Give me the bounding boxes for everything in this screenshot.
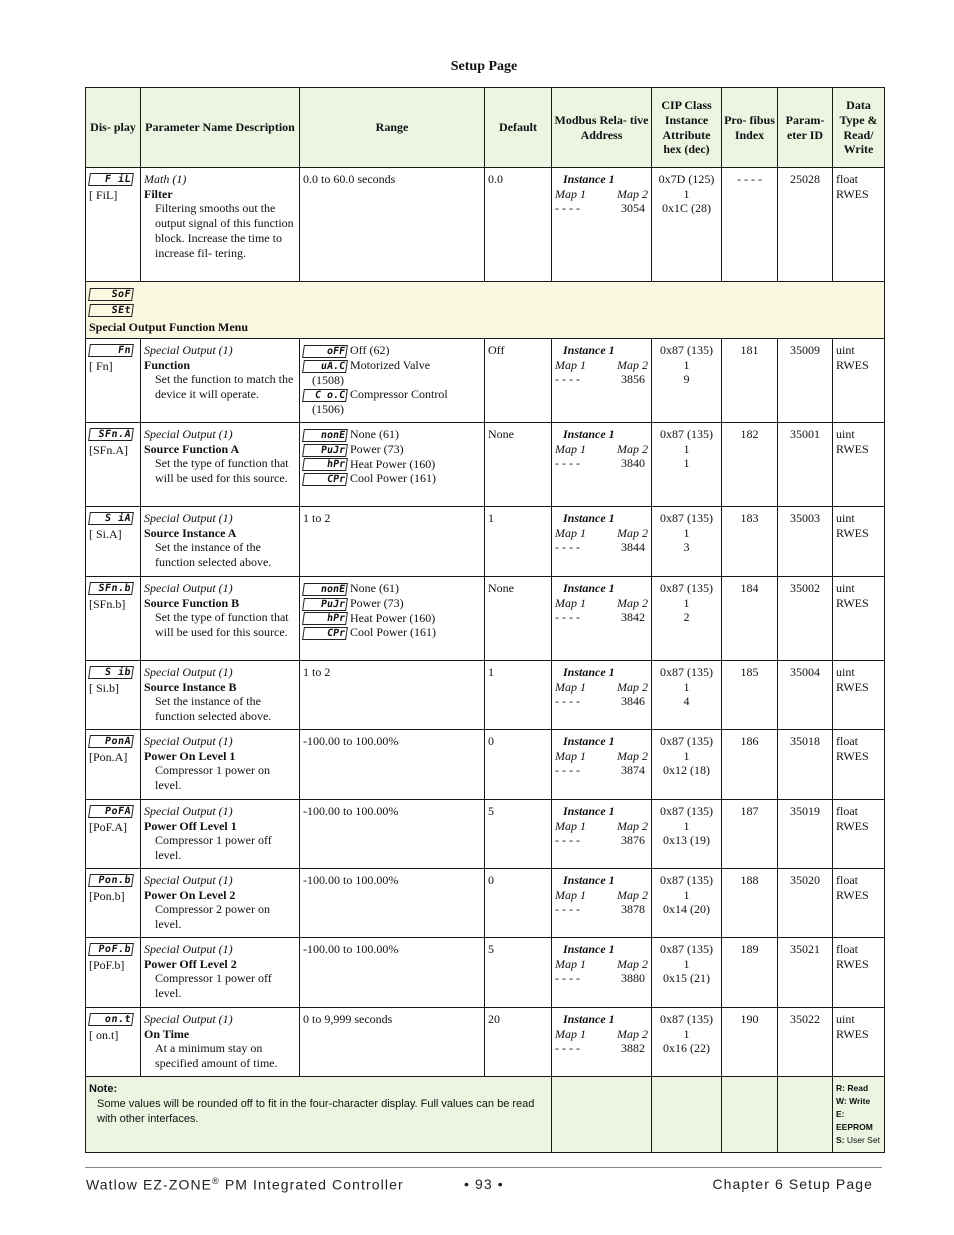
cip-instance: 1 (683, 595, 690, 610)
read-write: RWES (836, 679, 869, 694)
modbus-map1-value: - - - - (555, 902, 580, 917)
modbus-instance: Instance 1 (563, 172, 615, 186)
profibus-index: 185 (740, 665, 759, 679)
table-body (86, 168, 885, 1153)
display-label: [PoF.b] (89, 957, 125, 972)
header-param: Parameter Name Description (141, 88, 300, 168)
modbus-map2: Map 2 (617, 887, 648, 902)
option-code: PuJr (302, 598, 348, 611)
parameter-id: 35020 (790, 873, 820, 887)
range-text: -100.00 to 100.00% (303, 804, 399, 818)
param-name: Source Instance A (144, 525, 237, 540)
modbus-instance: Instance 1 (563, 427, 615, 441)
option-label-cont: (1506) (312, 401, 344, 416)
table-row (86, 423, 885, 507)
header-display: Dis- play (86, 88, 141, 168)
data-type: float (836, 942, 858, 956)
legend-w-key: W: (836, 1096, 847, 1106)
parameter-id: 25028 (790, 172, 820, 186)
default-value: Off (488, 343, 505, 357)
header-default: Default (485, 88, 552, 168)
display-code: SFn.A (88, 428, 134, 441)
note-body: Some values will be rounded off to fit in the four-character display. Full values can be read with other interfaces. (97, 1097, 535, 1125)
modbus-map1-value: - - - - (555, 763, 580, 778)
param-category: Special Output (1) (144, 804, 233, 818)
cip-instance: 1 (683, 525, 690, 540)
cip-class: 0x87 (135) (660, 427, 713, 441)
header-modbus: Modbus Rela- tive Address (552, 88, 652, 168)
data-type: uint (836, 581, 855, 595)
option-code: hPr (302, 458, 348, 471)
table-row (86, 800, 885, 869)
cip-class: 0x87 (135) (660, 804, 713, 818)
cip-instance: 1 (683, 818, 690, 833)
param-description: Set the instance of the function selected above. (155, 540, 272, 570)
modbus-map1: Map 1 (555, 887, 586, 902)
param-name: Function (144, 357, 191, 372)
cip-attribute: 0x14 (20) (663, 902, 710, 917)
default-value: 1 (488, 665, 494, 679)
default-value: 5 (488, 942, 494, 956)
cip-instance: 1 (683, 357, 690, 372)
parameter-id: 35004 (790, 665, 820, 679)
profibus-index: 189 (740, 942, 759, 956)
modbus-map1-value: - - - - (555, 971, 580, 986)
profibus-index: 186 (740, 734, 759, 748)
data-type: float (836, 172, 858, 186)
table-row (86, 168, 885, 282)
default-value: 0.0 (488, 172, 503, 186)
cip-instance: 1 (683, 1026, 690, 1041)
table-row (86, 730, 885, 800)
read-write: RWES (836, 357, 869, 372)
menu-code-1: SoF (88, 288, 134, 301)
modbus-instance: Instance 1 (563, 734, 615, 748)
modbus-map1: Map 1 (555, 1026, 586, 1041)
read-write: RWES (836, 818, 869, 833)
param-name: Source Function A (144, 441, 240, 456)
option-code: hPr (302, 612, 348, 625)
data-type: float (836, 804, 858, 818)
modbus-instance: Instance 1 (563, 804, 615, 818)
cip-class: 0x87 (135) (660, 734, 713, 748)
param-category: Special Output (1) (144, 665, 233, 679)
display-label: [ FiL] (89, 187, 118, 202)
modbus-instance: Instance 1 (563, 1012, 615, 1026)
param-name: Power Off Level 1 (144, 818, 237, 833)
option-label: Power (73) (350, 595, 404, 610)
cip-attribute: 0x13 (19) (663, 833, 710, 848)
profibus-index: 182 (740, 427, 759, 441)
default-value: 1 (488, 511, 494, 525)
option-code: CPr (302, 627, 348, 640)
parameter-id: 35018 (790, 734, 820, 748)
modbus-map1-value: - - - - (555, 610, 580, 625)
default-value: 20 (488, 1012, 500, 1026)
modbus-map1: Map 1 (555, 818, 586, 833)
modbus-map2: Map 2 (617, 818, 648, 833)
parameter-id: 35021 (790, 942, 820, 956)
cip-class: 0x87 (135) (660, 343, 713, 357)
display-label: [ on.t] (89, 1027, 119, 1042)
option-label: None (61) (350, 427, 399, 441)
default-value: 0 (488, 873, 494, 887)
header-cip: CIP Class Instance Attribute hex (dec) (652, 88, 722, 168)
page-title: Setup Page (450, 59, 518, 74)
modbus-map2: Map 2 (617, 441, 648, 456)
data-type: uint (836, 1012, 855, 1026)
display-label: [ Fn] (89, 358, 113, 373)
menu-title: Special Output Function Menu (89, 319, 249, 334)
modbus-map1-value: - - - - (555, 540, 580, 555)
modbus-instance: Instance 1 (563, 511, 615, 525)
param-category: Special Output (1) (144, 581, 233, 595)
range-text: 0.0 to 60.0 seconds (303, 172, 396, 186)
display-code: S iA (88, 512, 134, 525)
modbus-map2: Map 2 (617, 525, 648, 540)
table-row (86, 661, 885, 730)
read-write: RWES (836, 1026, 869, 1041)
display-label: [ Si.A] (89, 526, 122, 541)
option-label: Off (62) (350, 343, 390, 357)
legend-e-key: E: (836, 1109, 845, 1119)
display-code: on.t (88, 1013, 134, 1026)
modbus-map2-value: 3846 (621, 694, 645, 709)
modbus-map1: Map 1 (555, 595, 586, 610)
option-label: Heat Power (160) (350, 456, 436, 471)
header-range: Range (300, 88, 485, 168)
param-name: Power Off Level 2 (144, 956, 237, 971)
data-type: uint (836, 343, 855, 357)
note-row (86, 1077, 885, 1153)
param-description: Compressor 1 power off level. (155, 971, 272, 1001)
param-name: Source Instance B (144, 679, 237, 694)
param-name: On Time (144, 1026, 190, 1041)
modbus-map1-value: - - - - (555, 1041, 580, 1056)
modbus-map2-value: 3874 (621, 763, 645, 778)
modbus-map1: Map 1 (555, 748, 586, 763)
cip-class: 0x87 (135) (660, 873, 713, 887)
modbus-map1: Map 1 (555, 357, 586, 372)
modbus-map1: Map 1 (555, 186, 586, 201)
cip-instance: 1 (683, 887, 690, 902)
cip-attribute: 0x12 (18) (663, 763, 710, 778)
option-label: Cool Power (161) (350, 625, 436, 640)
display-label: [SFn.A] (89, 442, 129, 457)
parameter-table (85, 87, 885, 1153)
display-code: Pon.b (88, 874, 134, 887)
param-category: Special Output (1) (144, 942, 233, 956)
option-code: nonE (302, 429, 348, 442)
legend-e-value: EEPROM (836, 1122, 873, 1132)
display-label: [Pon.A] (89, 749, 128, 764)
range-text: 0 to 9,999 seconds (303, 1012, 393, 1026)
cip-class: 0x87 (135) (660, 581, 713, 595)
modbus-map2-value: 3878 (621, 902, 645, 917)
menu-row (86, 282, 885, 339)
display-code: F iL (88, 173, 134, 186)
table-row (86, 339, 885, 423)
display-label: [PoF.A] (89, 819, 128, 834)
profibus-index: 187 (740, 804, 759, 818)
parameter-id: 35019 (790, 804, 820, 818)
param-name: Filter (144, 186, 173, 201)
parameter-id: 35003 (790, 511, 820, 525)
cip-attribute: 0x15 (21) (663, 971, 710, 986)
option-code: nonE (302, 583, 348, 596)
modbus-map2: Map 2 (617, 595, 648, 610)
option-code: C o.C (302, 389, 348, 402)
option-label: None (61) (350, 581, 399, 595)
legend-w-value: Write (849, 1096, 871, 1106)
data-type: uint (836, 665, 855, 679)
data-type: float (836, 734, 858, 748)
range-text: -100.00 to 100.00% (303, 873, 399, 887)
range-text: -100.00 to 100.00% (303, 942, 399, 956)
cip-attribute: 2 (683, 610, 690, 625)
profibus-index: 188 (740, 873, 759, 887)
modbus-instance: Instance 1 (563, 343, 615, 357)
modbus-instance: Instance 1 (563, 873, 615, 887)
read-write: RWES (836, 748, 869, 763)
header-param-id: Param- eter ID (778, 88, 833, 168)
modbus-map1: Map 1 (555, 525, 586, 540)
modbus-map2-value: 3842 (621, 610, 645, 625)
param-description: Filtering smooths out the output signal of this function block. Increase the time to increase fil- tering. (155, 201, 294, 260)
modbus-map2-value: 3054 (621, 201, 645, 216)
parameter-id: 35022 (790, 1012, 820, 1026)
modbus-map2: Map 2 (617, 956, 648, 971)
footer-chapter: Chapter 6 Setup Page (712, 1176, 873, 1192)
profibus-index: 184 (740, 581, 759, 595)
option-label: Power (73) (350, 441, 404, 456)
menu-code-2: SEt (88, 304, 134, 317)
display-code: PonA (88, 735, 134, 748)
table-row (86, 938, 885, 1008)
modbus-instance: Instance 1 (563, 581, 615, 595)
modbus-map2-value: 3856 (621, 372, 645, 387)
option-code: PuJr (302, 444, 348, 457)
parameter-id: 35002 (790, 581, 820, 595)
param-description: Compressor 1 power off level. (155, 833, 272, 863)
cip-attribute: 9 (683, 372, 690, 387)
param-category: Special Output (1) (144, 427, 233, 441)
modbus-map2-value: 3844 (621, 540, 645, 555)
parameter-id: 35001 (790, 427, 820, 441)
param-description: Compressor 2 power on level. (155, 902, 270, 932)
table-row (86, 1008, 885, 1077)
legend-s-value: User Set (846, 1135, 880, 1145)
modbus-map1-value: - - - - (555, 456, 580, 471)
cip-class: 0x87 (135) (660, 942, 713, 956)
range-text: 1 to 2 (303, 665, 331, 679)
param-name: Power On Level 2 (144, 887, 236, 902)
table-row (86, 507, 885, 577)
header-data-type: Data Type & Read/ Write (833, 88, 885, 168)
cip-class: 0x87 (135) (660, 665, 713, 679)
modbus-instance: Instance 1 (563, 665, 615, 679)
modbus-map2-value: 3882 (621, 1041, 645, 1056)
cip-attribute: 0x16 (22) (663, 1041, 710, 1056)
cip-attribute: 3 (683, 540, 690, 555)
param-category: Special Output (1) (144, 511, 233, 525)
cip-class: 0x7D (125) (658, 172, 715, 186)
data-type: uint (836, 427, 855, 441)
cip-instance: 1 (683, 679, 690, 694)
cip-attribute: 0x1C (28) (662, 201, 711, 216)
param-name: Source Function B (144, 595, 240, 610)
range-text: -100.00 to 100.00% (303, 734, 399, 748)
param-category: Special Output (1) (144, 873, 233, 887)
note-heading: Note: (89, 1083, 118, 1095)
option-label: Heat Power (160) (350, 610, 436, 625)
option-code: CPr (302, 473, 348, 486)
data-type: float (836, 873, 858, 887)
display-code: S ib (88, 666, 134, 679)
registered-mark: ® (212, 1176, 220, 1186)
legend-r-value: Read (847, 1083, 869, 1093)
modbus-map2: Map 2 (617, 1026, 648, 1041)
data-type: uint (836, 511, 855, 525)
modbus-map1: Map 1 (555, 956, 586, 971)
profibus-index: 183 (740, 511, 759, 525)
option-label: Compressor Control (350, 387, 448, 402)
param-category: Math (1) (144, 172, 187, 186)
modbus-map2: Map 2 (617, 748, 648, 763)
profibus-index: 190 (740, 1012, 759, 1026)
page-number: • 93 • (464, 1176, 504, 1192)
modbus-map1-value: - - - - (555, 833, 580, 848)
modbus-map2: Map 2 (617, 186, 648, 201)
header-row (86, 88, 885, 168)
default-value: 5 (488, 804, 494, 818)
modbus-map1: Map 1 (555, 679, 586, 694)
param-name: Power On Level 1 (144, 748, 236, 763)
default-value: None (488, 581, 514, 595)
profibus-index: 181 (740, 343, 759, 357)
modbus-map1-value: - - - - (555, 201, 580, 216)
table-row (86, 869, 885, 938)
param-category: Special Output (1) (144, 1012, 233, 1026)
rw-legend (833, 1077, 885, 1153)
cip-instance: 1 (683, 441, 690, 456)
display-code: SFn.b (88, 582, 134, 595)
footer-brand: Watlow EZ-ZONE (86, 1176, 213, 1193)
modbus-map2: Map 2 (617, 357, 648, 372)
modbus-map2-value: 3876 (621, 833, 645, 848)
read-write: RWES (836, 441, 869, 456)
display-code: PoFA (88, 805, 134, 818)
modbus-map1-value: - - - - (555, 694, 580, 709)
cip-attribute: 4 (683, 694, 690, 709)
read-write: RWES (836, 525, 869, 540)
param-description: Set the type of function that will be used for this source. (155, 456, 289, 486)
param-description: At a minimum stay on specified amount of time. (155, 1041, 278, 1071)
modbus-instance: Instance 1 (563, 942, 615, 956)
default-value: None (488, 427, 514, 441)
legend-s-key: S: (836, 1135, 845, 1145)
display-code: Fn (88, 344, 134, 357)
legend-r-key: R: (836, 1083, 845, 1093)
cip-attribute: 1 (683, 456, 690, 471)
display-label: [Pon.b] (89, 888, 125, 903)
option-label: Cool Power (161) (350, 471, 436, 486)
modbus-map1: Map 1 (555, 441, 586, 456)
footer-rule (85, 1167, 882, 1168)
param-description: Set the function to match the device it will operate. (155, 372, 294, 402)
default-value: 0 (488, 734, 494, 748)
parameter-id: 35009 (790, 343, 820, 357)
param-description: Set the instance of the function selected above. (155, 694, 272, 724)
cip-instance: 1 (683, 956, 690, 971)
modbus-map1-value: - - - - (555, 372, 580, 387)
read-write: RWES (836, 887, 869, 902)
option-label: Motorized Valve (350, 357, 431, 372)
param-description: Compressor 1 power on level. (155, 763, 270, 793)
profibus-index: - - - - (737, 172, 762, 186)
option-code: uA.C (302, 360, 348, 373)
param-category: Special Output (1) (144, 734, 233, 748)
modbus-map2: Map 2 (617, 679, 648, 694)
footer-product (86, 1176, 404, 1193)
footer-product-rest: PM Integrated Controller (219, 1176, 404, 1193)
param-category: Special Output (1) (144, 343, 233, 357)
cip-instance: 1 (683, 186, 690, 201)
read-write: RWES (836, 595, 869, 610)
display-label: [SFn.b] (89, 596, 126, 611)
header-profibus: Pro- fibus Index (722, 88, 778, 168)
cip-class: 0x87 (135) (660, 1012, 713, 1026)
param-description: Set the type of function that will be used for this source. (155, 610, 289, 640)
read-write: RWES (836, 956, 869, 971)
range-text: 1 to 2 (303, 511, 331, 525)
cip-instance: 1 (683, 748, 690, 763)
modbus-map2-value: 3880 (621, 971, 645, 986)
option-label-cont: (1508) (312, 372, 344, 387)
cip-class: 0x87 (135) (660, 511, 713, 525)
modbus-map2-value: 3840 (621, 456, 645, 471)
display-code: PoF.b (88, 943, 134, 956)
display-label: [ Si.b] (89, 680, 119, 695)
option-code: oFF (302, 345, 348, 358)
read-write: RWES (836, 186, 869, 201)
table-row (86, 577, 885, 661)
